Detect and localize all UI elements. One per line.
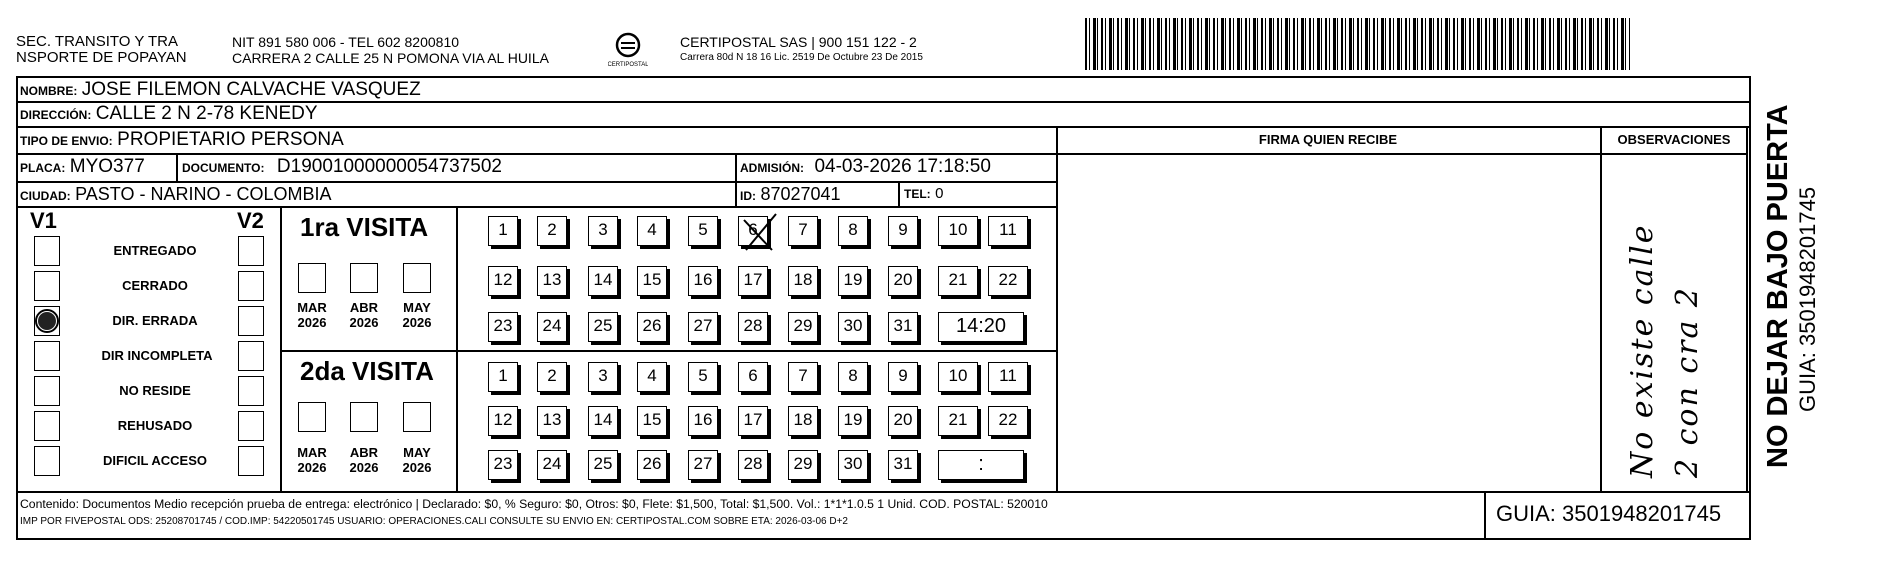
visit2-day-18[interactable]: 18: [788, 406, 818, 436]
id-row: [740, 182, 841, 208]
visit1-day-17[interactable]: 17: [738, 266, 768, 296]
plate-value: MYO377: [69, 156, 145, 177]
visit1-day-24[interactable]: 24: [537, 312, 567, 342]
visit1-day-19[interactable]: 19: [838, 266, 868, 296]
tel-row: [904, 182, 943, 206]
visit1-day-7[interactable]: 7: [788, 216, 818, 246]
visit1-day-30[interactable]: 30: [838, 312, 868, 342]
company-license: Carrera 80d N 18 16 Lic. 2519 De Octubre 23 De 2015: [680, 52, 923, 63]
visit2-day-9[interactable]: 9: [888, 362, 918, 392]
visit1-time-box[interactable]: 14:20: [938, 312, 1024, 342]
visit1-month-mar-box[interactable]: [298, 263, 326, 293]
v2-dificil-acceso-checkbox[interactable]: [238, 446, 264, 476]
visit2-day-10[interactable]: 10: [938, 362, 978, 392]
status-entregado: ENTREGADO: [113, 243, 197, 258]
address-label: DIRECCIÓN:: [20, 108, 92, 122]
v1-rehusado-checkbox[interactable]: [34, 411, 60, 441]
v2-dir-errada-checkbox[interactable]: [238, 306, 264, 336]
visit2-day-29[interactable]: 29: [788, 450, 818, 480]
observaciones-header: OBSERVACIONES: [1617, 132, 1731, 147]
status-dificil-acceso: DIFICIL ACCESO: [102, 453, 207, 468]
v2-entregado-checkbox[interactable]: [238, 236, 264, 266]
company-line: CERTIPOSTAL SAS | 900 151 122 - 2: [680, 34, 917, 50]
visit2-day-15[interactable]: 15: [637, 406, 667, 436]
visit2-day-16[interactable]: 16: [688, 406, 718, 436]
visit2-month-may: MAY 2026: [402, 445, 432, 475]
sender-name-line2: NSPORTE DE POPAYAN: [16, 49, 187, 66]
visit2-day-28[interactable]: 28: [738, 450, 768, 480]
logo-icon: [608, 30, 648, 70]
firma-header: FIRMA QUIEN RECIBE: [1258, 132, 1398, 147]
visit2-month-abr-box[interactable]: [350, 402, 378, 432]
visit2-day-5[interactable]: 5: [688, 362, 718, 392]
ship-type-row: [20, 128, 344, 153]
visit1-day-14[interactable]: 14: [588, 266, 618, 296]
certipostal-logo: [608, 30, 648, 70]
visit1-day-18[interactable]: 18: [788, 266, 818, 296]
visit1-day-29[interactable]: 29: [788, 312, 818, 342]
admission-label: ADMISIÓN:: [740, 161, 804, 175]
visit1-day-10[interactable]: 10: [938, 216, 978, 246]
document-row: [182, 155, 502, 180]
barcode: [1085, 18, 1630, 70]
visit2-month-mar: MAR 2026: [297, 445, 327, 475]
visit1-day-16[interactable]: 16: [688, 266, 718, 296]
visit2-day-3[interactable]: 3: [588, 362, 618, 392]
visit2-day-23[interactable]: 23: [488, 450, 518, 480]
v2-rehusado-checkbox[interactable]: [238, 411, 264, 441]
v2-cerrado-checkbox[interactable]: [238, 271, 264, 301]
visit2-day-31[interactable]: 31: [888, 450, 918, 480]
status-dir-errada: DIR. ERRADA: [112, 313, 198, 328]
v1-label: V1: [30, 208, 57, 233]
v1-cerrado-checkbox[interactable]: [34, 271, 60, 301]
city-label: CIUDAD:: [20, 189, 71, 203]
footer-content-line: Contenido: Documentos Medio recepción prueba de entrega: electrónico | Declarado: $0, % Seguro: $0, Otros: $0, Flete: $1,500, Total: $1,500. Vol.: 1*1*1.0.5 1 Unid. COD. POSTAL: 520010: [20, 497, 1048, 511]
status-rehusado: REHUSADO: [117, 418, 193, 433]
visit1-title: 1ra VISITA: [300, 212, 429, 242]
visit1-month-abr-box[interactable]: [350, 263, 378, 293]
v1-entregado-checkbox[interactable]: [34, 236, 60, 266]
visit1-day-28[interactable]: 28: [738, 312, 768, 342]
ship-type: PROPIETARIO PERSONA: [117, 129, 344, 150]
visit2-day-8[interactable]: 8: [838, 362, 868, 392]
check-mark-icon: [35, 307, 59, 335]
doc-label: DOCUMENTO:: [182, 161, 265, 175]
plate-row: [20, 155, 145, 180]
svg-text:CERTIPOSTAL: CERTIPOSTAL: [608, 62, 648, 68]
ship-type-label: TIPO DE ENVIO:: [20, 134, 113, 148]
visit2-day-6[interactable]: 6: [738, 362, 768, 392]
visit2-day-13[interactable]: 13: [537, 406, 567, 436]
city-value: PASTO - NARINO - COLOMBIA: [75, 184, 332, 204]
visit1-day-3[interactable]: 3: [588, 216, 618, 246]
side-guia: GUIA: 3501948201745: [1795, 186, 1820, 412]
tel-value: 0: [935, 185, 944, 202]
visit2-time-box[interactable]: :: [938, 450, 1024, 480]
visit1-month-abr: ABR 2026: [349, 300, 379, 330]
visit2-day-25[interactable]: 25: [588, 450, 618, 480]
visit2-day-21[interactable]: 21: [938, 406, 978, 436]
v1-dir-incompleta-checkbox[interactable]: [34, 341, 60, 371]
v2-no-reside-checkbox[interactable]: [238, 376, 264, 406]
visit1-day-5[interactable]: 5: [688, 216, 718, 246]
visit2-day-30[interactable]: 30: [838, 450, 868, 480]
visit2-day-11[interactable]: 11: [988, 362, 1028, 392]
visit1-day-1[interactable]: 1: [488, 216, 518, 246]
visit1-day-2[interactable]: 2: [537, 216, 567, 246]
v1-no-reside-checkbox[interactable]: [34, 376, 60, 406]
v1-dir-errada-checkbox[interactable]: [34, 306, 60, 336]
visit2-day-2[interactable]: 2: [537, 362, 567, 392]
footer-print-line: IMP POR FIVEPOSTAL ODS: 25208701745 / COD.IMP: 54220501745 USUARIO: OPERACIONES.CALI CONSULTE SU ENVIO EN: CERTIPOSTAL.COM SOBRE ETA: 2026-03-06 D+2: [20, 516, 848, 527]
visit2-day-27[interactable]: 27: [688, 450, 718, 480]
side-warning: NO DEJAR BAJO PUERTA: [1762, 104, 1794, 468]
sender-nit: NIT 891 580 006 - TEL 602 8200810: [232, 34, 460, 50]
visit1-day-26[interactable]: 26: [637, 312, 667, 342]
day-cross-mark-icon: [738, 210, 784, 256]
recipient-address-row: [20, 102, 318, 127]
visit2-month-may-box[interactable]: [403, 402, 431, 432]
visit2-day-14[interactable]: 14: [588, 406, 618, 436]
admission-row: [740, 155, 991, 180]
visit2-day-20[interactable]: 20: [888, 406, 918, 436]
visit2-day-12[interactable]: 12: [488, 406, 518, 436]
sender-name-line1: SEC. TRANSITO Y TRA: [16, 33, 178, 50]
recipient-name-row: [20, 78, 421, 103]
visit2-day-26[interactable]: 26: [637, 450, 667, 480]
visit1-day-11[interactable]: 11: [988, 216, 1028, 246]
status-no-reside: NO RESIDE: [119, 383, 191, 398]
recipient-address: CALLE 2 N 2-78 KENEDY: [95, 103, 318, 124]
visit1-day-12[interactable]: 12: [488, 266, 518, 296]
observation-handwritten-1: No existe calle: [1625, 223, 1660, 478]
visit1-day-20[interactable]: 20: [888, 266, 918, 296]
visit1-day-15[interactable]: 15: [637, 266, 667, 296]
tel-label: TEL:: [904, 187, 931, 201]
visit1-month-may: MAY 2026: [402, 300, 432, 330]
status-dir-incompleta: DIR INCOMPLETA: [101, 348, 213, 363]
visit1-day-27[interactable]: 27: [688, 312, 718, 342]
id-label: ID:: [740, 189, 756, 203]
visit1-day-4[interactable]: 4: [637, 216, 667, 246]
visit1-day-6[interactable]: 6: [738, 216, 768, 246]
visit1-month-mar: MAR 2026: [297, 300, 327, 330]
plate-label: PLACA:: [20, 161, 66, 175]
visit2-day-4[interactable]: 4: [637, 362, 667, 392]
v1-dificil-acceso-checkbox[interactable]: [34, 446, 60, 476]
visit2-day-22[interactable]: 22: [988, 406, 1028, 436]
visit2-day-24[interactable]: 24: [537, 450, 567, 480]
visit1-day-22[interactable]: 22: [988, 266, 1028, 296]
visit1-day-9[interactable]: 9: [888, 216, 918, 246]
visit2-day-19[interactable]: 19: [838, 406, 868, 436]
doc-value: D19001000000054737502: [276, 156, 502, 177]
visit2-day-1[interactable]: 1: [488, 362, 518, 392]
visit2-title: 2da VISITA: [300, 356, 434, 386]
observation-handwritten-2: 2 con cra 2: [1670, 286, 1705, 478]
visit2-month-mar-box[interactable]: [298, 402, 326, 432]
footer-guia: GUIA: 3501948201745: [1496, 501, 1722, 526]
v2-label: V2: [237, 208, 264, 233]
visit1-month-may-box[interactable]: [403, 263, 431, 293]
city-row: [20, 182, 332, 208]
sender-address: CARRERA 2 CALLE 25 N POMONA VIA AL HUILA: [232, 50, 549, 66]
v2-dir-incompleta-checkbox[interactable]: [238, 341, 264, 371]
visit1-day-23[interactable]: 23: [488, 312, 518, 342]
visit2-month-abr: ABR 2026: [349, 445, 379, 475]
visit2-day-17[interactable]: 17: [738, 406, 768, 436]
recipient-name: JOSE FILEMON CALVACHE VASQUEZ: [81, 79, 421, 100]
status-cerrado: CERRADO: [122, 278, 188, 293]
visit2-day-7[interactable]: 7: [788, 362, 818, 392]
visit1-day-31[interactable]: 31: [888, 312, 918, 342]
visit1-day-21[interactable]: 21: [938, 266, 978, 296]
admission-value: 04-03-2026 17:18:50: [814, 156, 991, 177]
visit1-day-13[interactable]: 13: [537, 266, 567, 296]
id-value: 87027041: [760, 184, 841, 204]
visit1-day-25[interactable]: 25: [588, 312, 618, 342]
visit1-day-8[interactable]: 8: [838, 216, 868, 246]
name-label: NOMBRE:: [20, 84, 78, 98]
